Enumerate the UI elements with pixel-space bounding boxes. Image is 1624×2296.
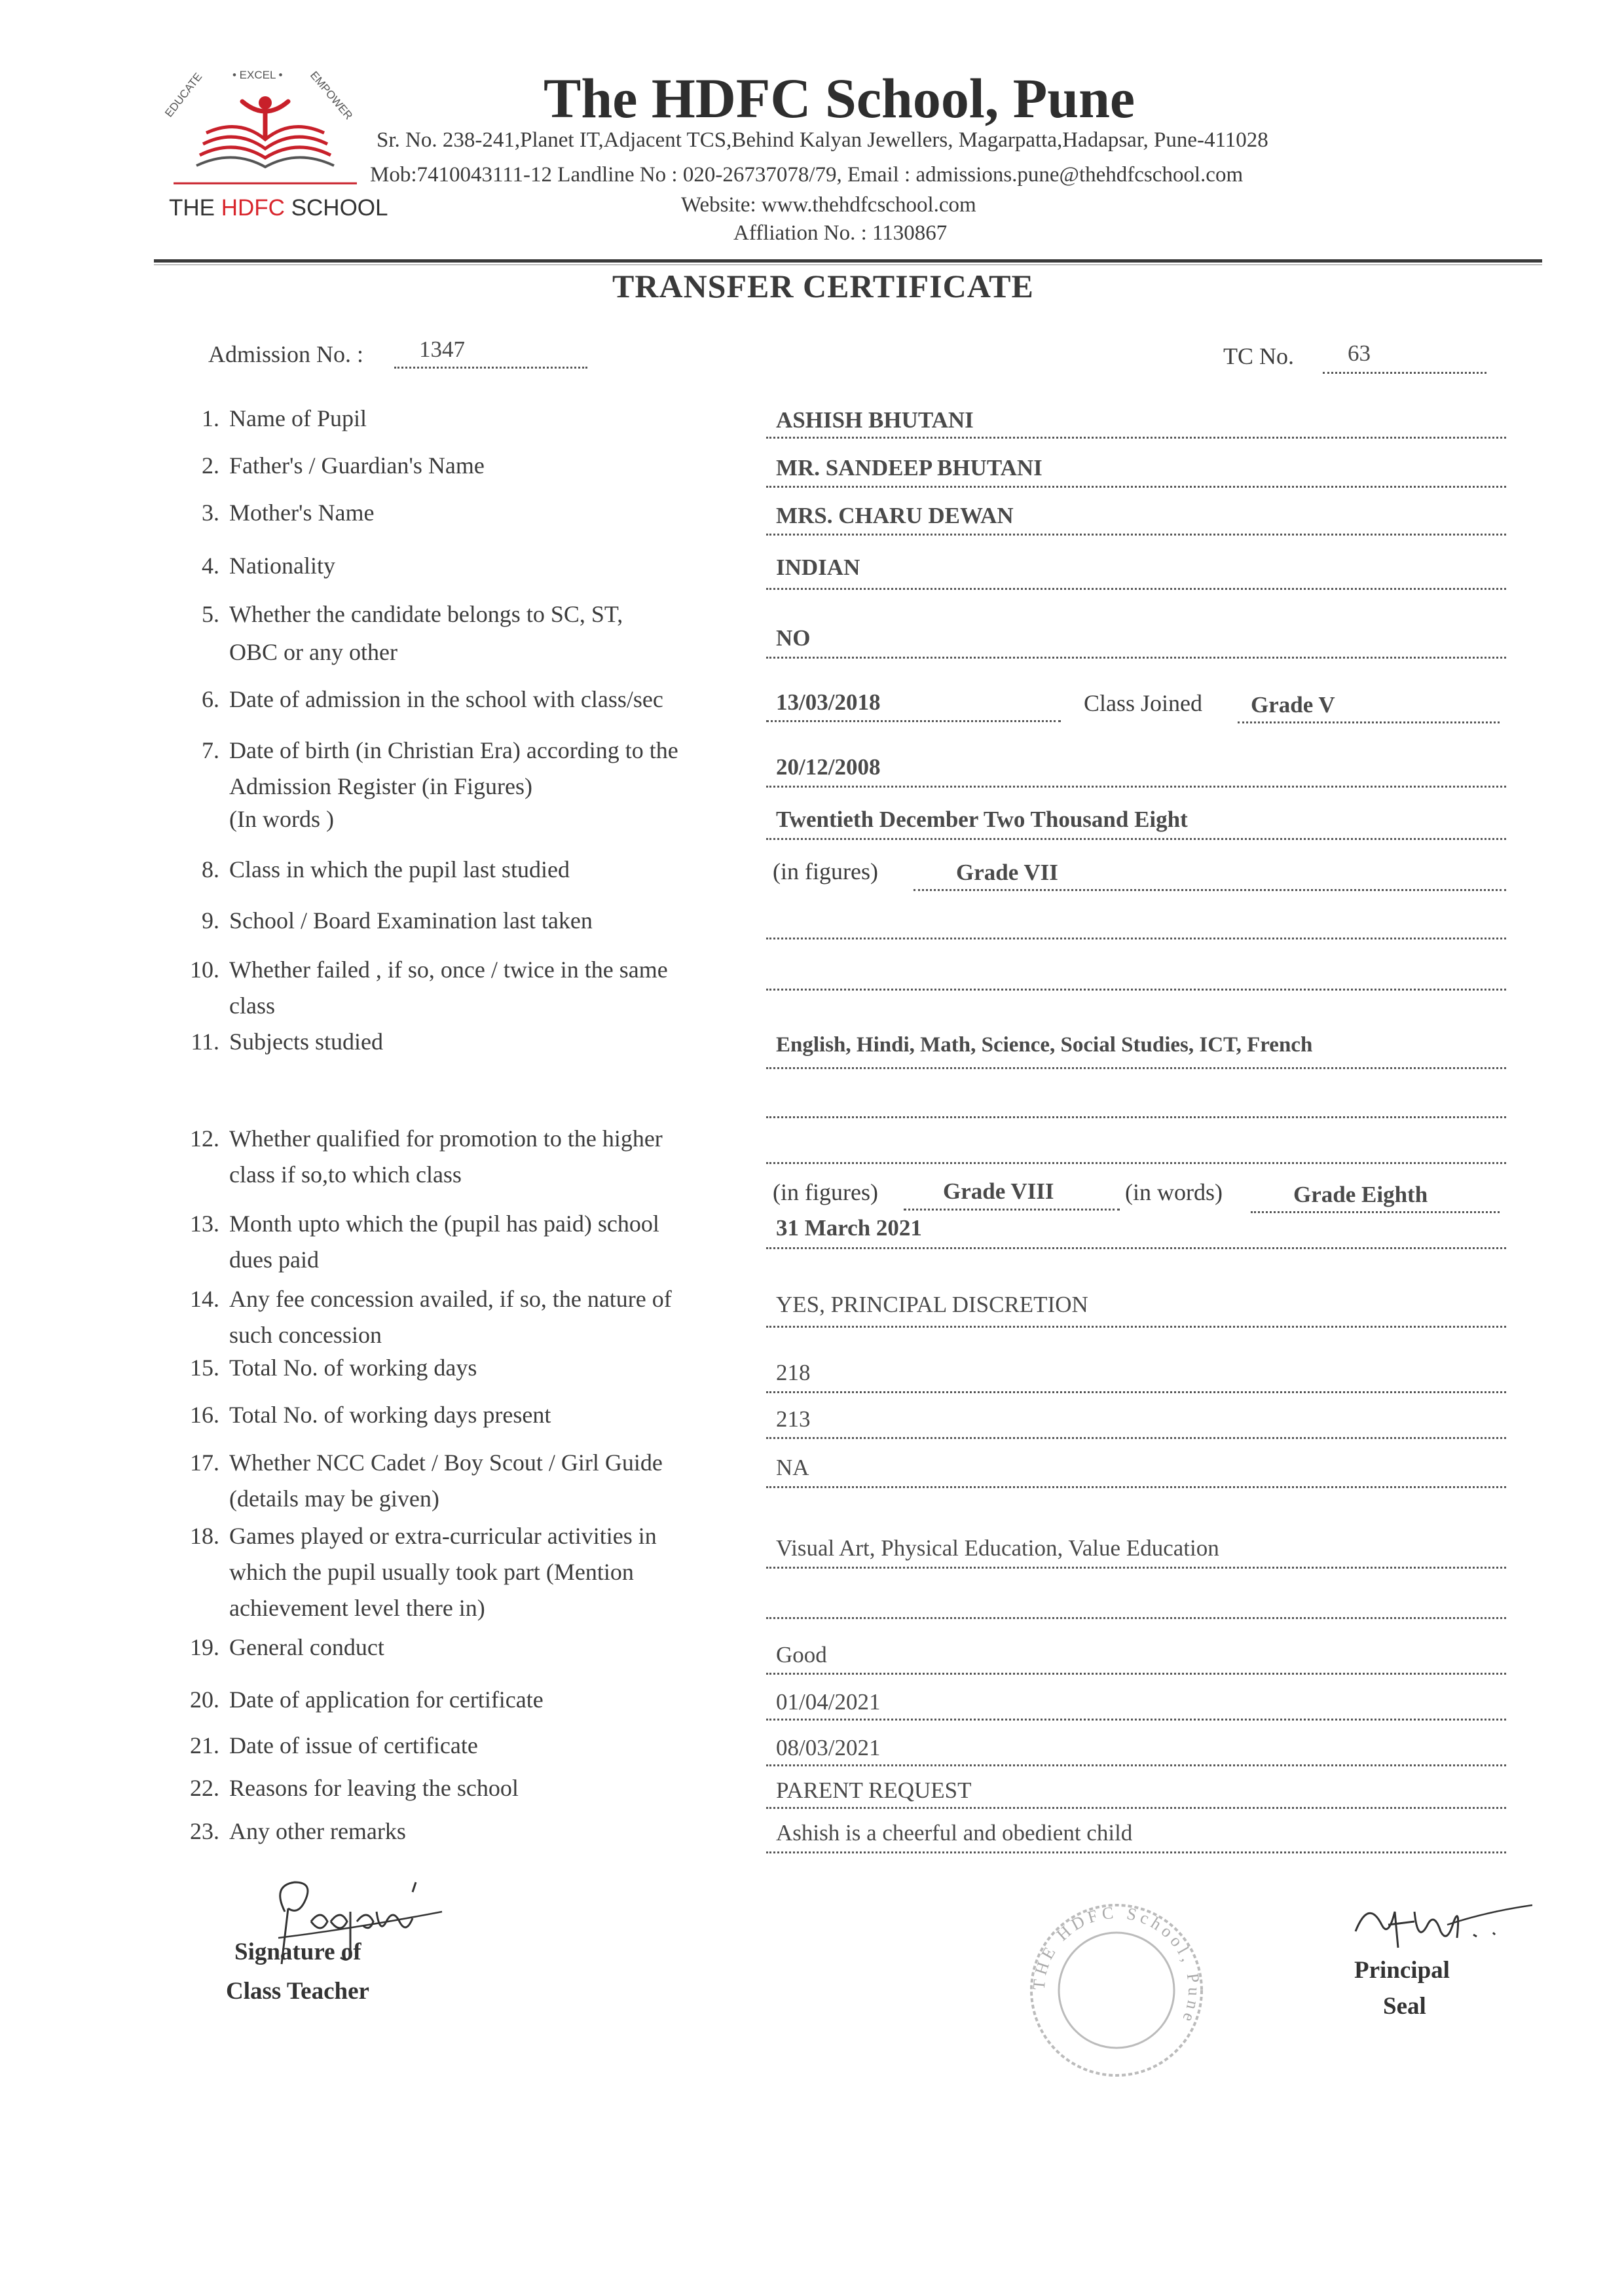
field-dotted-line (766, 1807, 1506, 1809)
field-dotted-line (766, 1486, 1506, 1488)
field-label-mothers-name: Mother's Name (229, 500, 375, 526)
field-label-promotion-line2: class if so,to which class (229, 1161, 462, 1188)
field-dotted-line (766, 1719, 1506, 1721)
field-dotted-line (766, 1617, 1506, 1619)
field-value-fathers-name: MR. SANDEEP BHUTANI (776, 455, 1043, 481)
field-value-activities: Visual Art, Physical Education, Value Education (776, 1535, 1219, 1561)
field-number: 12. (190, 1125, 219, 1152)
field-dotted-line (766, 1764, 1506, 1766)
field-label-ncc-line2: (details may be given) (229, 1485, 439, 1512)
certificate-title: TRANSFER CERTIFICATE (612, 268, 1034, 304)
class-joined-value: Grade V (1251, 692, 1335, 718)
class-teacher-label: Class Teacher (226, 1978, 369, 2005)
field-value-mothers-name: MRS. CHARU DEWAN (776, 503, 1014, 528)
field-number: 3. (202, 500, 219, 526)
field-dotted-line (766, 1326, 1506, 1328)
admission-dotted-line (394, 367, 587, 369)
logo-caption: THE HDFC SCHOOL (169, 195, 388, 221)
seal-label: Seal (1383, 1993, 1426, 2020)
field-dotted-line (766, 534, 1506, 536)
field-label-remarks: Any other remarks (229, 1818, 406, 1844)
field-dotted-line (766, 437, 1506, 439)
field-label-name-of-pupil: Name of Pupil (229, 405, 367, 431)
field-dotted-line (766, 1162, 1506, 1164)
admission-number: 1347 (419, 337, 465, 362)
field-label-failed: Whether failed , if so, once / twice in the same (229, 957, 668, 983)
field-dotted-line (904, 1209, 1120, 1211)
field-number: 13. (190, 1211, 219, 1237)
field-value-promotion-words: Grade Eighth (1293, 1182, 1428, 1207)
field-dotted-line (766, 1067, 1506, 1069)
logo-word-empower: EMPOWER (307, 69, 356, 122)
school-contact: Mob:7410043111-12 Landline No : 020-26737078/79, Email : admissions.pune@thehdfcschool.com (370, 163, 1244, 187)
field-dotted-line (766, 838, 1506, 840)
field-dotted-line (1251, 1211, 1500, 1213)
field-label-category: Whether the candidate belongs to SC, ST, (229, 601, 623, 627)
field-label-activities-line2: which the pupil usually took part (Mention (229, 1559, 634, 1585)
field-number: 9. (202, 907, 219, 934)
field-value-issue-date: 08/03/2021 (776, 1735, 881, 1760)
field-label-subjects: Subjects studied (229, 1029, 383, 1055)
field-label-fee-concession: Any fee concession availed, if so, the nature of (229, 1286, 672, 1312)
field-value-category: NO (776, 625, 811, 651)
field-value-date-of-birth: 20/12/2008 (776, 754, 881, 780)
field-label-leaving-reason: Reasons for leaving the school (229, 1775, 519, 1801)
promotion-prefix: (in figures) (773, 1179, 878, 1205)
tc-label: TC No. (1223, 343, 1294, 369)
tc-dotted-line (1323, 372, 1486, 374)
field-number: 22. (190, 1775, 219, 1801)
field-label-application-date: Date of application for certificate (229, 1686, 544, 1713)
field-value-nationality: INDIAN (776, 555, 860, 580)
field-label-failed-line2: class (229, 993, 275, 1019)
field-value-working-days: 218 (776, 1360, 811, 1385)
field-label-fee-concession-line2: such concession (229, 1322, 382, 1348)
field-label-dues-paid-line2: dues paid (229, 1247, 319, 1273)
field-label-last-class: Class in which the pupil last studied (229, 856, 570, 883)
field-number: 5. (202, 601, 219, 627)
field-label-working-days: Total No. of working days (229, 1355, 477, 1381)
header-divider (154, 259, 1542, 263)
field-dotted-line (766, 1673, 1506, 1675)
field-label-dues-paid: Month upto which the (pupil has paid) school (229, 1211, 659, 1237)
field-label-nationality: Nationality (229, 553, 335, 579)
field-number: 17. (190, 1449, 219, 1476)
field-dotted-line (1238, 721, 1500, 723)
field-number: 1. (202, 405, 219, 431)
field-value-leaving-reason: PARENT REQUEST (776, 1777, 972, 1803)
field-number: 4. (202, 553, 219, 579)
field-label-fathers-name: Father's / Guardian's Name (229, 452, 485, 479)
field-number: 11. (191, 1029, 219, 1055)
field-label-board-exam: School / Board Examination last taken (229, 907, 593, 934)
field-number: 14. (190, 1286, 219, 1312)
field-number: 15. (190, 1355, 219, 1381)
field-dotted-line (766, 486, 1506, 488)
logo-caption-brand: HDFC (221, 195, 285, 221)
field-value-name-of-pupil: ASHISH BHUTANI (776, 407, 974, 433)
school-name: The HDFC School, Pune (544, 67, 1135, 130)
field-dotted-line (766, 657, 1506, 659)
svg-text:THE HDFC School, Pune (1029, 1903, 1204, 2028)
field-number: 16. (190, 1402, 219, 1428)
school-website: Website: www.thehdfcschool.com (681, 193, 976, 217)
field-value-subjects: English, Hindi, Math, Science, Social Studies, ICT, French (776, 1033, 1313, 1057)
field-label-general-conduct: General conduct (229, 1634, 384, 1660)
school-seal (1022, 1895, 1211, 2085)
field-label-date-of-birth: Date of birth (in Christian Era) according to the (229, 737, 678, 763)
field-value-last-class: Grade VII (956, 860, 1058, 885)
field-dotted-line (766, 786, 1506, 788)
field-label-days-present: Total No. of working days present (229, 1402, 551, 1428)
promotion-words-label: (in words) (1125, 1179, 1223, 1205)
field-dotted-line (766, 989, 1506, 991)
field-number: 7. (202, 737, 219, 763)
field-dotted-line (766, 1116, 1506, 1118)
field-value-dues-paid: 31 March 2021 (776, 1215, 922, 1241)
field-label-date-of-birth-words: (In words ) (229, 806, 334, 832)
seal-text: THE HDFC School, Pune (1029, 1903, 1204, 2028)
field-value-promotion: Grade VIII (943, 1178, 1054, 1204)
field-label-category-line2: OBC or any other (229, 639, 397, 665)
field-dotted-line (766, 1247, 1506, 1249)
affiliation-number: Affliation No. : 1130867 (733, 221, 948, 245)
field-value-remarks: Ashish is a cheerful and obedient child (776, 1820, 1133, 1846)
field-label-ncc: Whether NCC Cadet / Boy Scout / Girl Guide (229, 1449, 663, 1476)
field-label-promotion: Whether qualified for promotion to the higher (229, 1125, 663, 1152)
principal-label: Principal (1354, 1957, 1450, 1984)
field-value-days-present: 213 (776, 1406, 811, 1432)
field-value-application-date: 01/04/2021 (776, 1689, 881, 1715)
field-number: 6. (202, 686, 219, 712)
field-dotted-line (913, 889, 1506, 891)
field-label-activities: Games played or extra-curricular activities in (229, 1523, 657, 1549)
last-class-prefix: (in figures) (773, 858, 878, 884)
class-joined-label: Class Joined (1084, 690, 1203, 716)
field-dotted-line (766, 588, 1506, 590)
field-dotted-line (766, 1851, 1506, 1853)
admission-label: Admission No. : (208, 341, 364, 367)
field-dotted-line (766, 720, 1061, 722)
logo-word-educate: EDUCATE (162, 70, 205, 120)
field-number: 18. (190, 1523, 219, 1549)
field-label-issue-date: Date of issue of certificate (229, 1732, 478, 1758)
teacher-signature-label: Signature of (234, 1939, 361, 1965)
tc-number: 63 (1348, 340, 1371, 366)
field-dotted-line (766, 938, 1506, 939)
field-label-date-of-admission: Date of admission in the school with class/sec (229, 686, 663, 712)
field-label-date-of-birth-line2: Admission Register (in Figures) (229, 773, 532, 799)
field-label-activities-line3: achievement level there in) (229, 1595, 485, 1621)
header-divider-thin (154, 264, 1542, 265)
school-address: Sr. No. 238-241,Planet IT,Adjacent TCS,Behind Kalyan Jewellers, Magarpatta,Hadapsar, Pune-411028 (377, 128, 1268, 152)
field-number: 10. (190, 957, 219, 983)
principal-signature (1342, 1886, 1539, 1964)
field-number: 23. (190, 1818, 219, 1844)
field-number: 2. (202, 452, 219, 479)
field-number: 21. (190, 1732, 219, 1758)
field-dotted-line (766, 1567, 1506, 1569)
field-value-fee-concession: YES, PRINCIPAL DISCRETION (776, 1292, 1088, 1317)
field-value-date-of-birth-words: Twentieth December Two Thousand Eight (776, 807, 1188, 832)
field-value-ncc: NA (776, 1455, 809, 1480)
field-value-general-conduct: Good (776, 1642, 827, 1667)
field-number: 20. (190, 1686, 219, 1713)
field-value-date-of-admission: 13/03/2018 (776, 689, 881, 715)
logo-word-excel: • EXCEL • (232, 69, 283, 81)
field-number: 8. (202, 856, 219, 883)
field-number: 19. (190, 1634, 219, 1660)
field-dotted-line (766, 1437, 1506, 1439)
field-dotted-line (766, 1391, 1506, 1393)
